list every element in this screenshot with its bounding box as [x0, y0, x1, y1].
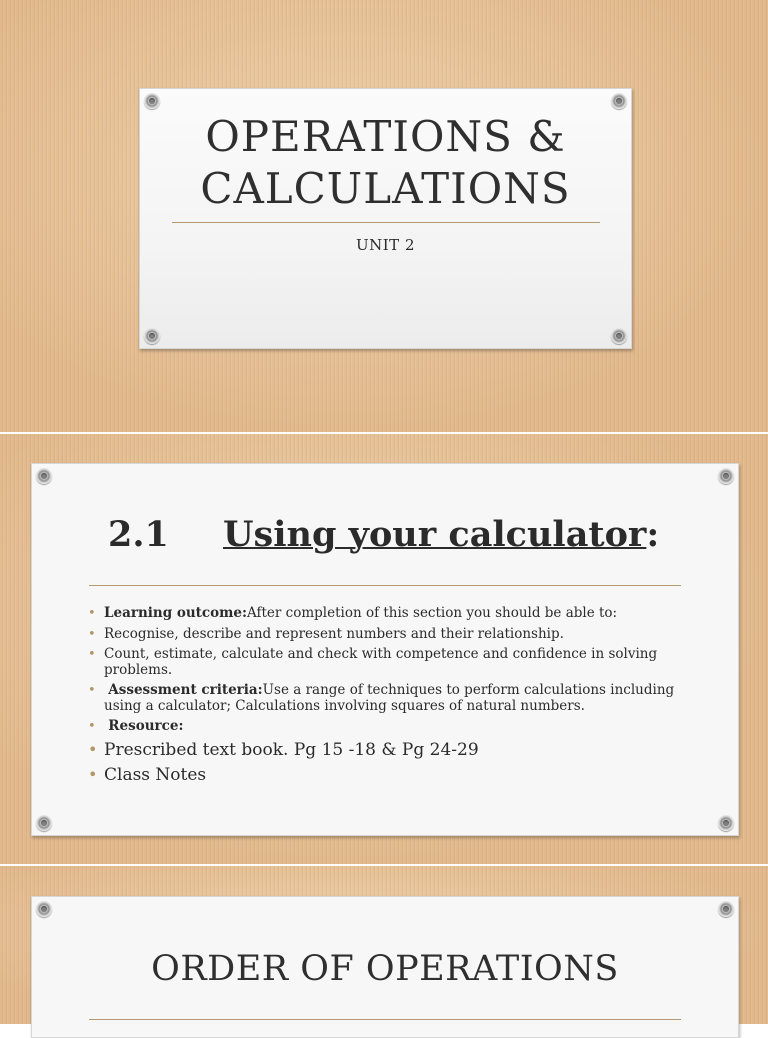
screw-icon — [718, 468, 734, 484]
slide-2-card — [31, 463, 739, 836]
section-number: 2.1 — [108, 514, 169, 555]
list-item — [88, 627, 688, 643]
screw-icon — [144, 93, 160, 109]
content-bullet-list — [88, 606, 688, 790]
bullet-text: Use a range of techniques to perform calculations including using a calculator; Calculations involving squares of natural numbers. — [104, 682, 675, 714]
bullet-text: Count, estimate, calculate and check with competence and confidence in solving problems. — [104, 646, 658, 678]
bullet-text: Class Notes — [104, 764, 207, 785]
screw-icon — [611, 328, 627, 344]
screw-icon — [718, 815, 734, 831]
heading-divider — [89, 585, 681, 586]
title-divider — [172, 222, 600, 223]
slide-1-card — [139, 88, 632, 349]
bullet-label: Resource: — [108, 718, 184, 734]
bullet-icon: • — [88, 606, 96, 621]
section-title-colon: : — [646, 514, 660, 555]
bullet-icon: • — [88, 764, 98, 784]
screw-icon — [611, 93, 627, 109]
screw-icon — [36, 468, 52, 484]
screw-icon — [144, 328, 160, 344]
bullet-text: Recognise, describe and represent numbers and their relationship. — [104, 625, 564, 642]
screw-icon — [718, 901, 734, 917]
slide-1-title — [140, 111, 631, 215]
list-item — [88, 683, 688, 714]
title-line-1: OPERATIONS & — [205, 112, 566, 161]
bullet-icon: • — [88, 683, 96, 698]
screw-icon — [36, 815, 52, 831]
bullet-icon: • — [88, 647, 96, 662]
list-item — [88, 606, 688, 622]
slide-3-card — [31, 896, 739, 1038]
bullet-icon: • — [88, 739, 98, 759]
bullet-text: Prescribed text book. Pg 15 -18 & Pg 24-29 — [104, 739, 479, 760]
list-item — [88, 765, 688, 785]
bullet-text: After completion of this section you should be able to: — [246, 605, 618, 621]
bullet-icon: • — [88, 719, 96, 734]
slide-1-subtitle: UNIT 2 — [355, 236, 415, 254]
bullet-label: Learning outcome: — [104, 605, 247, 621]
bullet-icon: • — [88, 626, 96, 642]
screw-icon — [36, 901, 52, 917]
list-item — [88, 647, 688, 678]
heading-divider — [89, 1019, 681, 1020]
slide-2-heading — [108, 514, 659, 555]
list-item — [88, 719, 688, 735]
section-title: Using your calculator — [223, 514, 647, 555]
slide-3-heading: ORDER OF OPERATIONS — [151, 949, 619, 989]
bullet-label: Assessment criteria: — [108, 682, 263, 698]
list-item — [88, 740, 688, 760]
title-line-2: CALCULATIONS — [200, 164, 571, 213]
